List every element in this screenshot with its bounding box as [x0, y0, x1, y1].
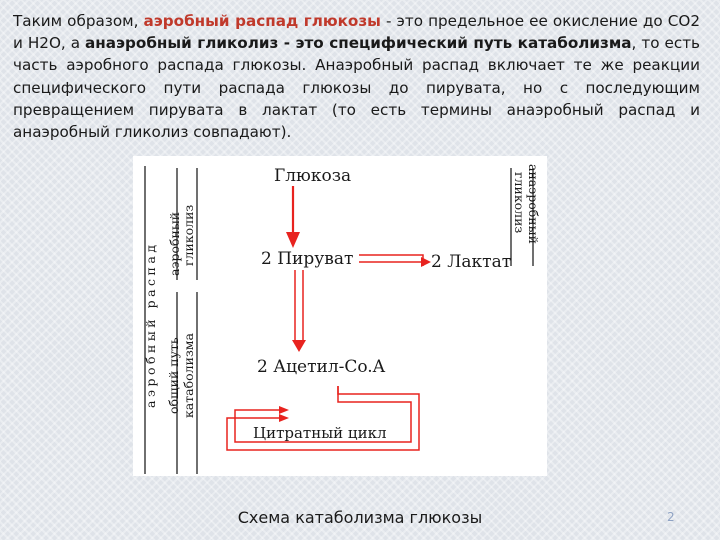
text-intro: Таким образом,	[13, 12, 144, 30]
text-definition: - это предельное ее окисление до CO2 и H2O, а	[13, 12, 700, 53]
arrow-pyruvate-lactate-upper	[359, 255, 423, 266]
term-anaerobic-glycolysis: анаэробный гликолиз - это специфический путь катаболизма	[85, 34, 632, 53]
label-aerobic-glycolysis-2: гликолиз	[181, 204, 196, 266]
label-common-path-2: катаболизма	[181, 333, 196, 418]
side-labels	[143, 164, 541, 418]
arrowhead-to-acetyl-coa	[292, 340, 306, 352]
node-acetyl-coa: 2 Ацетил-Co.A	[257, 357, 385, 377]
node-citrate-cycle: Цитратный цикл	[253, 424, 387, 442]
node-labels	[253, 166, 511, 442]
label-anaerobic-1: анаэробный	[526, 164, 541, 244]
body-paragraph	[13, 10, 700, 143]
node-glucose: Глюкоза	[274, 166, 352, 186]
figure-caption: Схема катаболизма глюкозы	[237, 508, 483, 527]
diagram-svg	[133, 156, 547, 476]
label-aerobic-glycolysis-1: аэробный	[167, 211, 182, 276]
arrowhead-cycle-lower	[279, 414, 289, 422]
catabolism-diagram	[133, 156, 547, 476]
label-common-path-1: общий путь	[166, 337, 181, 414]
node-pyruvate: 2 Пируват	[261, 249, 354, 269]
label-anaerobic-2: гликолиз	[512, 172, 527, 234]
term-aerobic-decay: аэробный распад глюкозы	[143, 12, 381, 30]
arrowhead-to-pyruvate	[286, 232, 300, 248]
arrowhead-to-lactate	[421, 257, 431, 267]
page-number: 2	[667, 510, 675, 524]
pathway-lines	[227, 186, 423, 450]
label-aerobic-decay: аэробный распад	[143, 241, 158, 408]
arrowhead-cycle-upper	[279, 406, 289, 414]
node-lactate: 2 Лактат	[431, 252, 512, 272]
text-explanation: , то есть часть аэробного распада глюкозы. Анаэробный распад включает те же реакции специфического пути распада глюкозы до пирувата, но с последующим превращением пирувата в лактат (то есть термины анаэробный распад и анаэробный гликолиз совпадают).	[13, 34, 700, 142]
